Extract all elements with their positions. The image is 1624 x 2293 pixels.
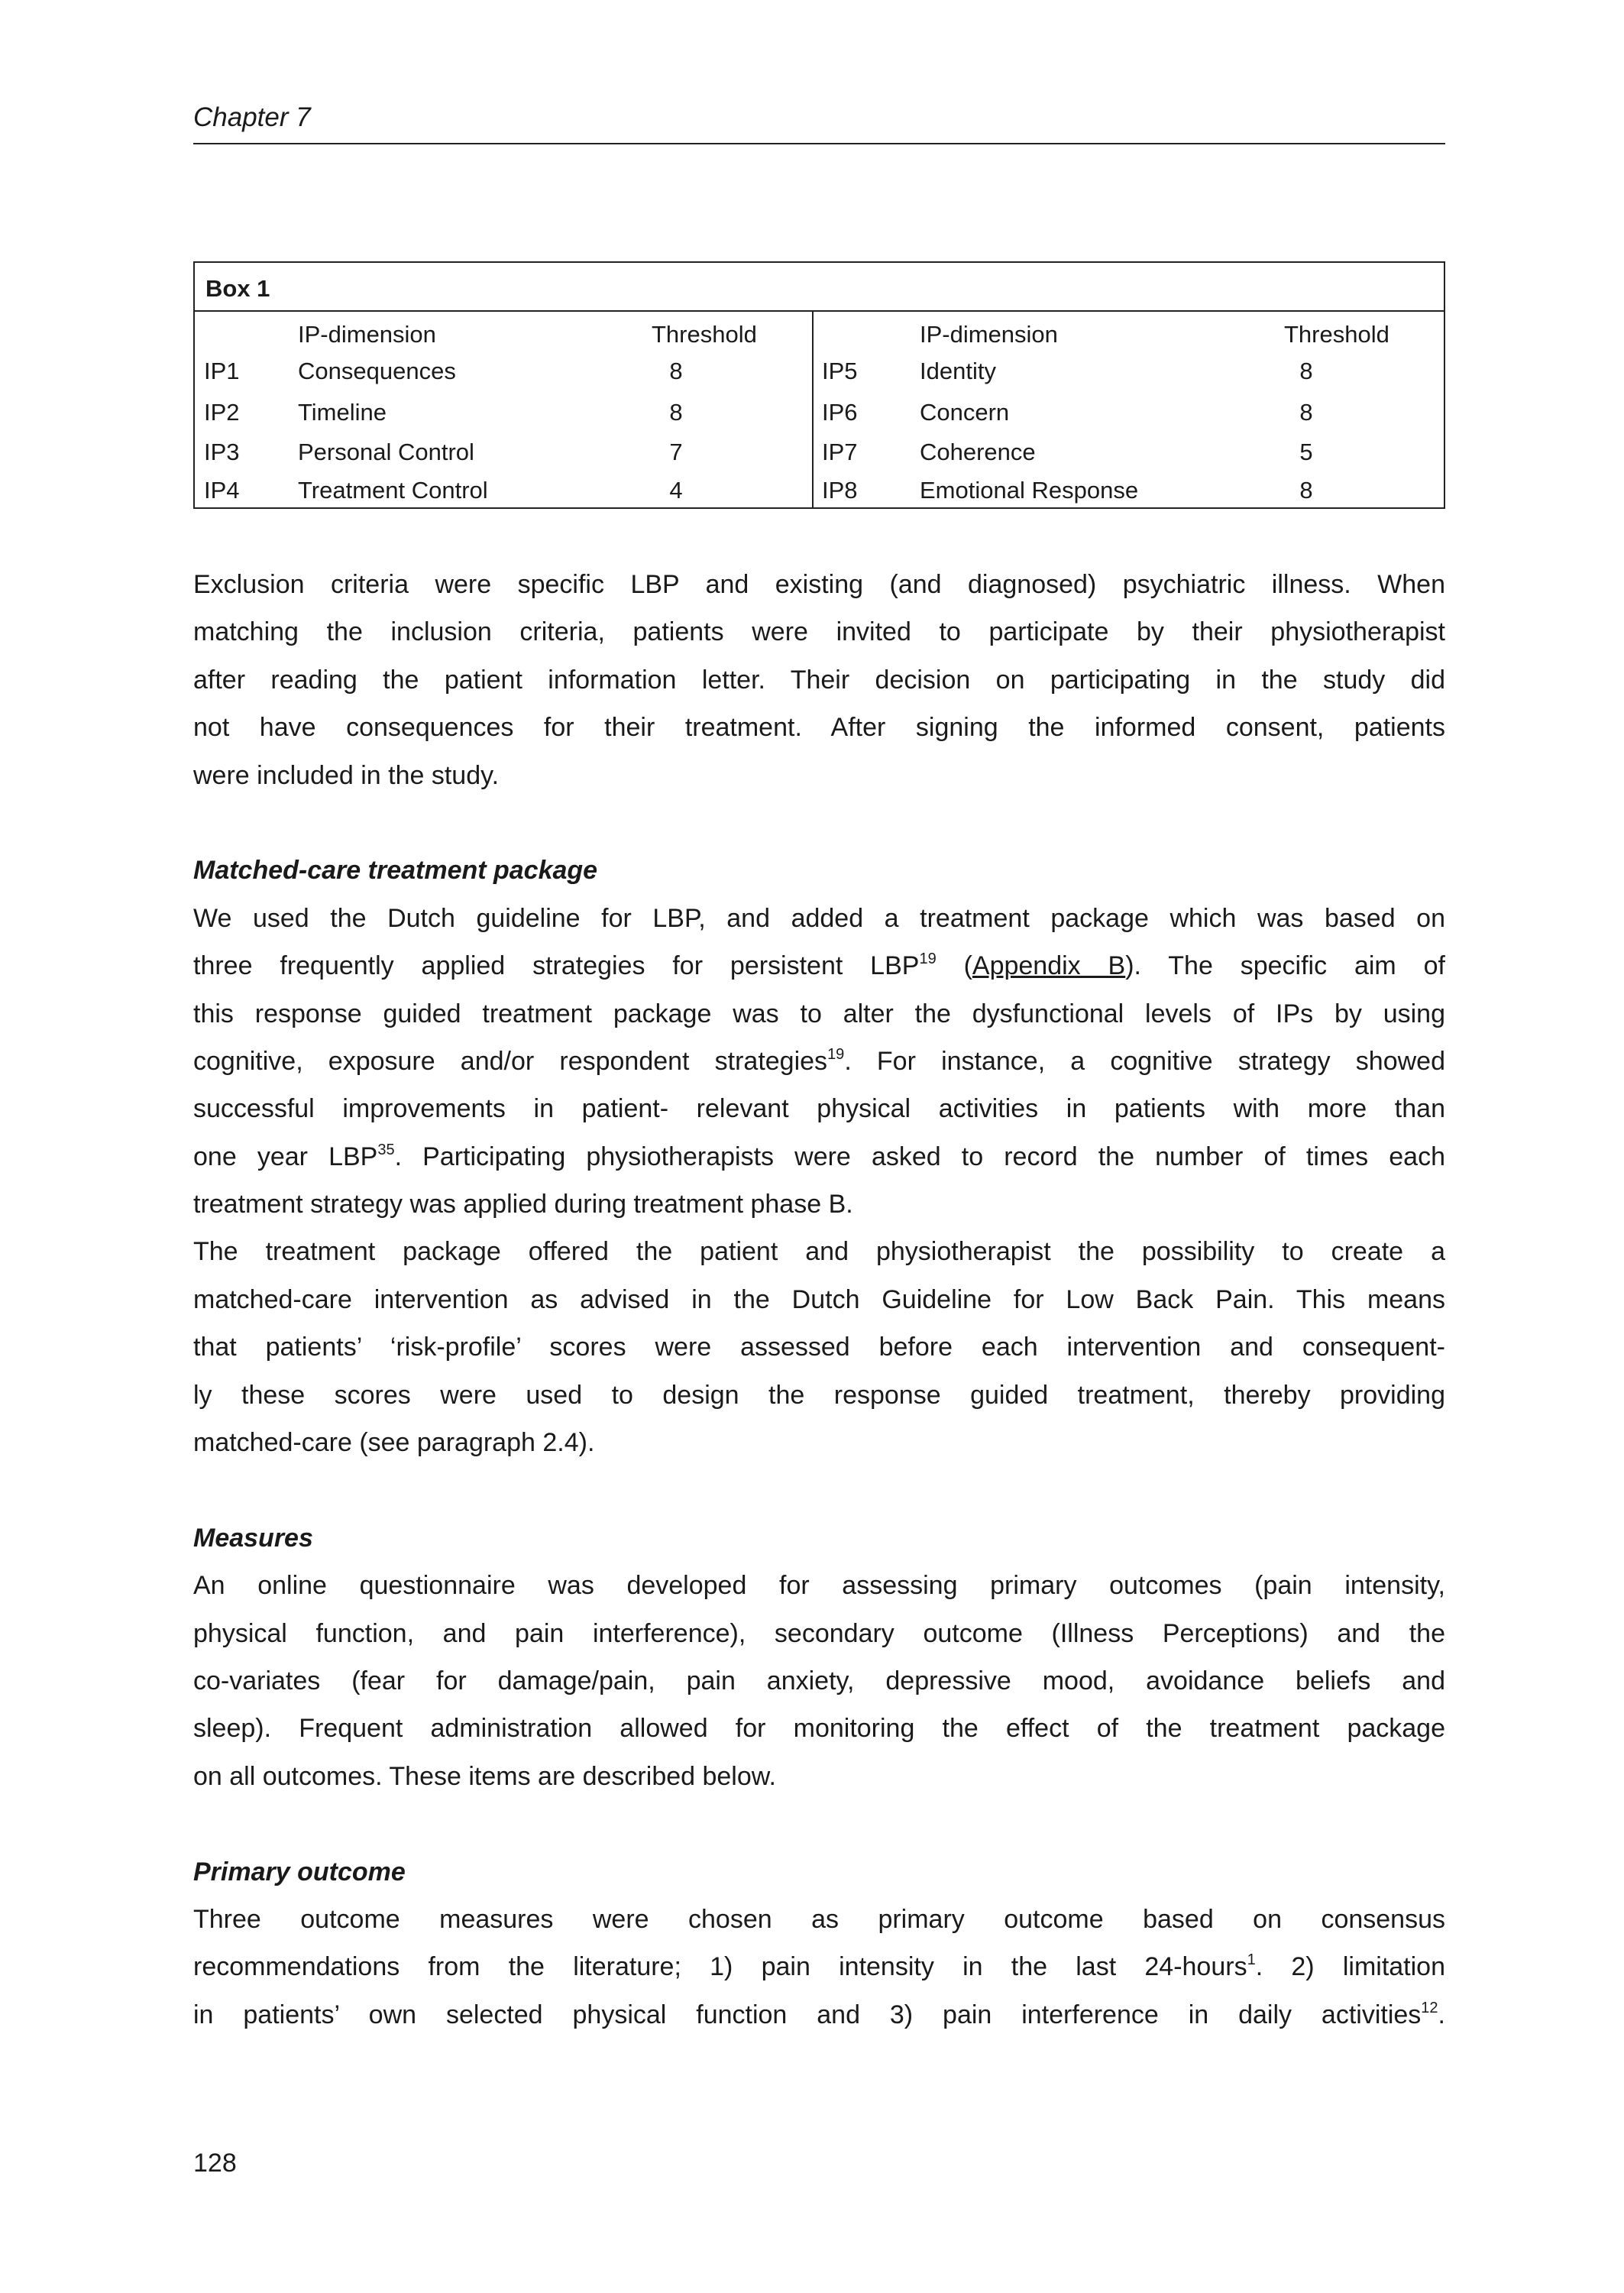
column-header-threshold: Threshold xyxy=(652,321,757,348)
ip-threshold: 8 xyxy=(1299,399,1313,426)
page-number: 128 xyxy=(193,2149,237,2178)
text-span: ). The specific aim of xyxy=(1125,951,1445,981)
citation-superscript: 19 xyxy=(919,951,937,968)
box-title-divider xyxy=(195,310,1444,312)
ip-id: IP1 xyxy=(204,358,240,384)
text-span: that patients’ ‘risk-profile’ scores were assessed before each intervention and consequent- xyxy=(193,1333,1445,1362)
ip-threshold: 7 xyxy=(669,439,683,465)
text-span: matching the inclusion criteria, patients were invited to participate by their physiotherapist xyxy=(193,617,1445,647)
text-line xyxy=(193,1323,1445,1371)
paragraph xyxy=(193,561,1445,799)
text-line xyxy=(193,1181,1445,1228)
text-line xyxy=(193,1657,1445,1705)
text-span: on all outcomes. These items are described below. xyxy=(193,1761,776,1791)
text-span: . For instance, a cognitive strategy showed xyxy=(844,1046,1445,1076)
text-span: successful improvements in patient- relevant physical activities in patients with more than xyxy=(193,1094,1445,1124)
column-header-ip-dimension: IP-dimension xyxy=(920,321,1058,348)
text-span: Three outcome measures were chosen as primary outcome based on consensus xyxy=(193,1904,1445,1934)
ip-dimension: Consequences xyxy=(298,358,456,384)
text-line xyxy=(193,1753,1445,1800)
text-line xyxy=(193,1562,1445,1609)
text-line xyxy=(193,608,1445,656)
text-span: An online questionnaire was developed for assessing primary outcomes (pain intensity, xyxy=(193,1571,1445,1601)
ip-dimension: Treatment Control xyxy=(298,477,488,504)
text-span: treatment strategy was applied during treatment phase B. xyxy=(193,1190,853,1219)
text-line xyxy=(193,942,1445,989)
column-header-ip-dimension: IP-dimension xyxy=(298,321,436,348)
column-header-threshold: Threshold xyxy=(1284,321,1389,348)
text-line xyxy=(193,1038,1445,1085)
ip-dimension: Personal Control xyxy=(298,439,474,465)
box-column-divider xyxy=(812,310,814,507)
text-line xyxy=(193,1991,1445,2039)
paragraph xyxy=(193,1896,1445,2039)
ip-id: IP3 xyxy=(204,439,240,465)
text-span: physical function, and pain interference), secondary outcome (Illness Perceptions) and the xyxy=(193,1618,1445,1648)
box-title: Box 1 xyxy=(205,275,270,302)
text-line xyxy=(193,1705,1445,1752)
text-span: matched-care intervention as advised in the Dutch Guideline for Low Back Pain. This means xyxy=(193,1284,1445,1314)
paragraph xyxy=(193,895,1445,1229)
spacer xyxy=(193,1466,1445,1514)
ip-dimension: Coherence xyxy=(920,439,1036,465)
ip-threshold: 8 xyxy=(1299,477,1313,504)
text-span: in patients’ own selected physical function and 3) pain interference in daily activities xyxy=(193,2000,1422,2029)
text-span: . Participating physiotherapists were asked to record the number of times each xyxy=(394,1142,1445,1171)
ip-dimension: Timeline xyxy=(298,399,387,426)
box-1-table xyxy=(193,261,1445,509)
section-heading: Measures xyxy=(193,1523,313,1553)
text-line xyxy=(193,656,1445,704)
text-span: Exclusion criteria were specific LBP and existing (and diagnosed) psychiatric illness. When xyxy=(193,570,1445,599)
ip-threshold: 5 xyxy=(1299,439,1313,465)
citation-superscript: 19 xyxy=(827,1045,845,1063)
citation-superscript: 12 xyxy=(1421,1999,1438,2016)
text-line xyxy=(193,1085,1445,1132)
ip-id: IP4 xyxy=(204,477,240,504)
text-line xyxy=(193,990,1445,1038)
text-line xyxy=(193,561,1445,608)
text-span: after reading the patient information letter. Their decision on participating in the study did xyxy=(193,665,1445,695)
text-line xyxy=(193,1133,1445,1181)
body-text xyxy=(193,561,1445,2039)
ip-threshold: 4 xyxy=(669,477,683,504)
text-span: recommendations from the literature; 1) pain intensity in the last 24-hours xyxy=(193,1952,1247,1982)
ip-dimension: Identity xyxy=(920,358,996,384)
text-span: this response guided treatment package was to alter the dysfunctional levels of IPs by using xyxy=(193,999,1445,1028)
text-span: co-variates (fear for damage/pain, pain anxiety, depressive mood, avoidance beliefs and xyxy=(193,1666,1445,1695)
text-span: . xyxy=(1438,2000,1445,2029)
text-line xyxy=(193,1372,1445,1419)
text-span: not have consequences for their treatment. After signing the informed consent, patients xyxy=(193,713,1445,743)
text-line xyxy=(193,704,1445,751)
spacer xyxy=(193,1800,1445,1848)
text-line xyxy=(193,1419,1445,1466)
text-span: ly these scores were used to design the response guided treatment, thereby providing xyxy=(193,1380,1445,1410)
appendix-link[interactable]: Appendix B xyxy=(972,951,1126,981)
text-span: ( xyxy=(936,951,972,981)
text-span: one year LBP xyxy=(193,1142,378,1171)
citation-superscript: 1 xyxy=(1247,1951,1256,1969)
ip-id: IP8 xyxy=(822,477,858,504)
text-line xyxy=(193,1276,1445,1323)
paragraph xyxy=(193,1562,1445,1800)
text-line xyxy=(193,895,1445,942)
header-rule xyxy=(193,143,1445,144)
text-line xyxy=(193,752,1445,799)
ip-id: IP7 xyxy=(822,439,858,465)
section-heading: Matched-care treatment package xyxy=(193,856,598,886)
ip-dimension: Emotional Response xyxy=(920,477,1139,504)
section-heading: Primary outcome xyxy=(193,1857,406,1887)
text-span: cognitive, exposure and/or respondent strategies xyxy=(193,1046,828,1076)
citation-superscript: 35 xyxy=(377,1141,395,1158)
ip-id: IP5 xyxy=(822,358,858,384)
text-span: We used the Dutch guideline for LBP, and added a treatment package which was based on xyxy=(193,903,1445,933)
text-span: . 2) limitation xyxy=(1255,1952,1445,1982)
text-line xyxy=(193,1610,1445,1657)
text-line xyxy=(193,1228,1445,1275)
text-span: matched-care (see paragraph 2.4). xyxy=(193,1428,595,1458)
ip-threshold: 8 xyxy=(1299,358,1313,384)
ip-threshold: 8 xyxy=(669,358,683,384)
ip-dimension: Concern xyxy=(920,399,1010,426)
text-line xyxy=(193,1943,1445,1990)
text-span: three frequently applied strategies for persistent LBP xyxy=(193,951,920,981)
ip-id: IP6 xyxy=(822,399,858,426)
running-head: Chapter 7 xyxy=(193,102,311,132)
text-span: The treatment package offered the patient and physiotherapist the possibility to create a xyxy=(193,1237,1445,1267)
text-span: sleep). Frequent administration allowed for monitoring the effect of the treatment package xyxy=(193,1714,1445,1744)
text-span: were included in the study. xyxy=(193,760,500,790)
ip-threshold: 8 xyxy=(669,399,683,426)
ip-id: IP2 xyxy=(204,399,240,426)
text-line xyxy=(193,1896,1445,1943)
paragraph xyxy=(193,1228,1445,1466)
spacer xyxy=(193,799,1445,847)
